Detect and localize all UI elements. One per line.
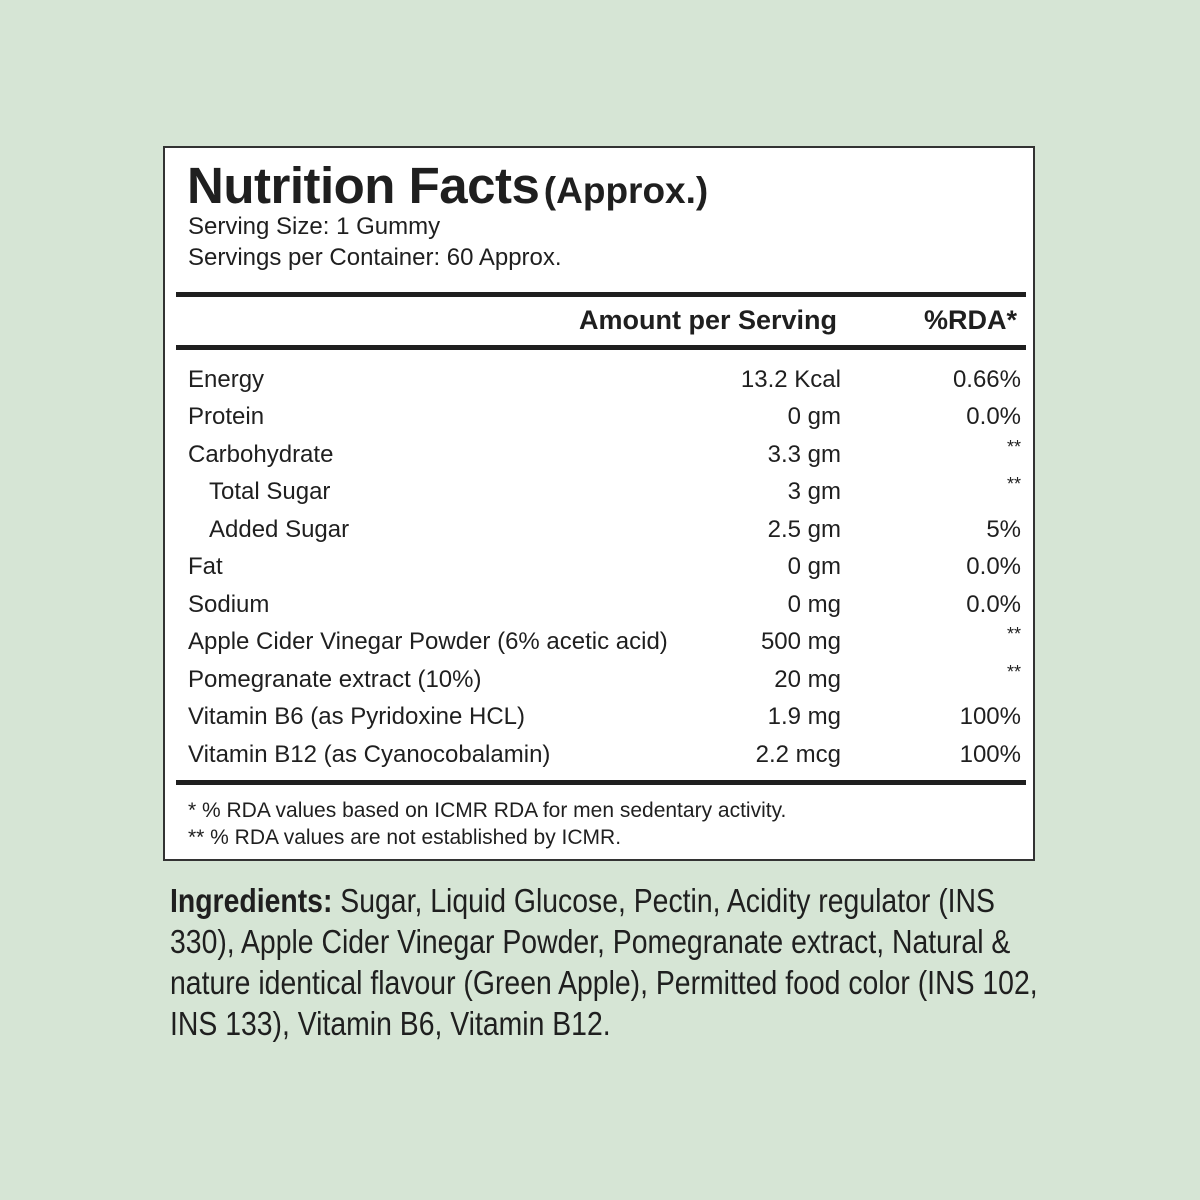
ingredients-text	[170, 880, 1039, 1044]
divider-top	[176, 292, 1026, 297]
footnote-rda: * % RDA values based on ICMR RDA for men sedentary activity.	[188, 799, 787, 822]
table-row	[165, 437, 1037, 478]
row-name: Vitamin B12 (as Cyanocobalamin)	[188, 741, 551, 768]
row-amount: 1.9 mg	[767, 703, 841, 730]
row-name: Energy	[188, 366, 265, 393]
header-rda: %RDA*	[923, 305, 1017, 335]
row-name: Vitamin B6 (as Pyridoxine HCL)	[188, 703, 526, 730]
row-rda: 100%	[959, 741, 1021, 768]
row-amount: 2.2 mcg	[755, 741, 841, 768]
title-main: Nutrition Facts	[187, 157, 540, 214]
row-name: Protein	[188, 403, 265, 430]
table-row	[165, 366, 1037, 403]
divider-header	[176, 345, 1026, 350]
row-name: Added Sugar	[209, 516, 350, 543]
footnote-not-established: ** % RDA values are not established by ICMR.	[188, 826, 622, 849]
table-row	[165, 516, 1037, 553]
row-amount: 0 gm	[787, 403, 841, 430]
row-amount: 3 gm	[787, 478, 841, 505]
row-rda: 5%	[986, 516, 1021, 543]
serving-size: Serving Size: 1 Gummy	[188, 213, 441, 240]
row-amount: 500 mg	[760, 628, 841, 655]
panel-title	[187, 156, 708, 215]
row-amount: 0 gm	[787, 553, 841, 580]
row-amount: 0 mg	[787, 591, 841, 618]
ingredients-list: Sugar, Liquid Glucose, Pectin, Acidity regulator (INS 330), Apple Cider Vinegar Powder, Pomegranate extract, Natural & nature identical flavour (Green Apple), Permitted food color (INS 102, INS 133), Vitamin B6, Vitamin B12.	[170, 882, 1038, 1042]
row-name: Apple Cider Vinegar Powder (6% acetic acid)	[188, 628, 668, 655]
divider-bottom	[176, 780, 1026, 785]
row-rda: 100%	[959, 703, 1021, 730]
row-rda: **	[1006, 624, 1021, 644]
table-row	[165, 553, 1037, 590]
row-amount: 20 mg	[774, 666, 841, 693]
table-row	[165, 624, 1037, 665]
row-rda: **	[1006, 474, 1021, 494]
row-rda: 0.0%	[966, 591, 1021, 618]
table-row	[165, 591, 1037, 628]
row-amount: 13.2 Kcal	[740, 366, 841, 393]
row-name: Pomegranate extract (10%)	[188, 666, 482, 693]
row-name: Fat	[188, 553, 223, 580]
row-amount: 2.5 gm	[767, 516, 841, 543]
row-rda: **	[1006, 437, 1021, 457]
nutrition-facts-panel	[163, 146, 1035, 861]
row-amount: 3.3 gm	[767, 441, 841, 468]
row-rda: 0.0%	[966, 553, 1021, 580]
servings-per-container: Servings per Container: 60 Approx.	[188, 244, 562, 271]
row-rda: 0.66%	[952, 366, 1021, 393]
ingredients-label: Ingredients:	[170, 882, 333, 919]
table-row	[165, 403, 1037, 440]
table-row	[165, 474, 1037, 515]
table-row	[165, 741, 1037, 778]
row-name: Carbohydrate	[188, 441, 334, 468]
row-rda: 0.0%	[966, 403, 1021, 430]
table-row	[165, 662, 1037, 703]
row-name: Total Sugar	[209, 478, 331, 505]
row-rda: **	[1006, 662, 1021, 682]
header-amount: Amount per Serving	[578, 305, 837, 335]
title-suffix: (Approx.)	[543, 170, 709, 211]
table-row	[165, 703, 1037, 740]
row-name: Sodium	[188, 591, 270, 618]
